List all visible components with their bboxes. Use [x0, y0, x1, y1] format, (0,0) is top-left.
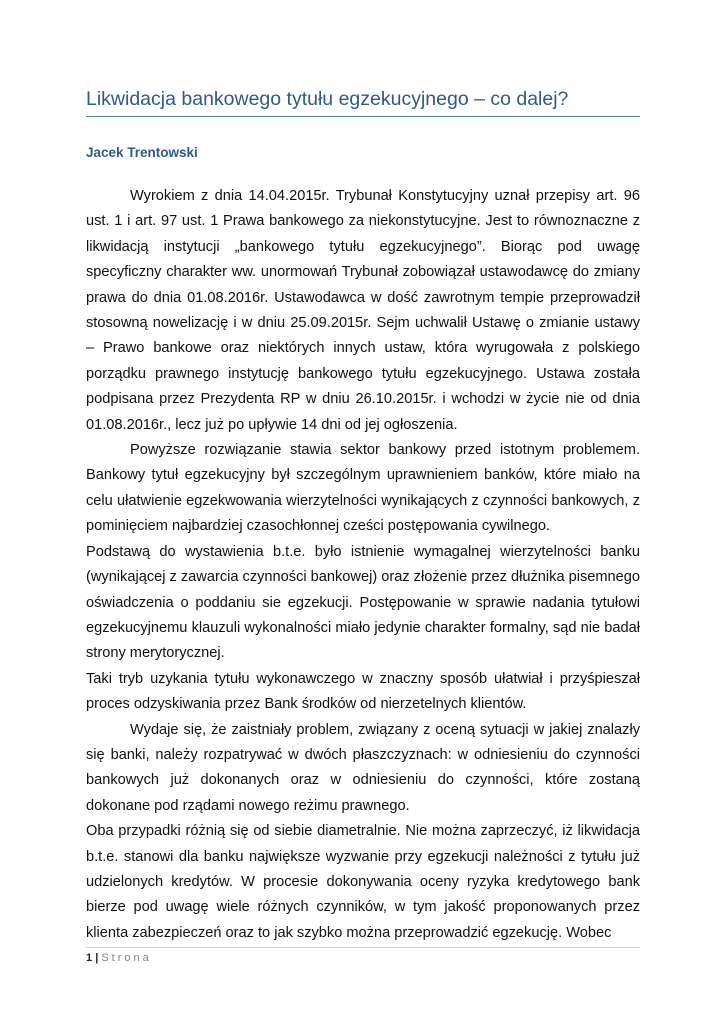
- footer-divider: [86, 947, 640, 948]
- page-label: Strona: [101, 952, 152, 964]
- document-body: [86, 184, 640, 946]
- page-number: 1: [86, 952, 93, 964]
- paragraph: Powyższe rozwiązanie stawia sektor bankowy przed istotnym problemem. Bankowy tytuł egzekucyjny był szczególnym uprawnieniem banków, które miało na celu ułatwienie egzekwowania wierzytelności wynikających z czynności bankowych, z pominięciem najbardziej czasochłonnej cześci postępowania cywilnego.: [86, 442, 640, 535]
- paragraph: Wydaje się, że zaistniały problem, związany z oceną sytuacji w jakiej znalazły się banki, należy rozpatrywać w dwóch płaszczyznach: w odniesieniu do czynności bankowych już dokonanych oraz w odniesieniu do czynności, które zostaną dokonane pod rządami nowego reżimu prawnego.: [86, 721, 640, 814]
- footer-separator: |: [95, 952, 99, 964]
- paragraph: Wyrokiem z dnia 14.04.2015r. Trybunał Konstytucyjny uznał przepisy art. 96 ust. 1 i art. 97 ust. 1 Prawa bankowego za niekonstytucyjne. Jest to równoznaczne z likwidacją instytucji „bankowego tytułu egzekucyjnego”. Biorąc pod uwagę specyficzny charakter ww. unormowań Trybunał zobowiązał ustawodawcę do zmiany prawa do dnia 01.08.2016r. Ustawodawca w dość zawrotnym tempie przeprowadził stosowną nowelizację i w dniu 25.09.2015r. Sejm uchwalił Ustawę o zmianie ustawy – Prawo bankowe oraz niektórych innych ustaw, która wyrugowała z polskiego porządku prawnego instytucję bankowego tytułu egzekucyjnego. Ustawa została podpisana przez Prezydenta RP w dniu 26.10.2015r. i wchodzi w życie nie od dnia 01.08.2016r., lecz już po upływie 14 dni od jej ogłoszenia.: [86, 188, 640, 433]
- paragraph: Podstawą do wystawienia b.t.e. było istnienie wymagalnej wierzytelności banku (wynikającej z zawarcia czynności bankowej) oraz złożenie przez dłużnika pisemnego oświadczenia o poddaniu sie egzekucji. Postępowanie w sprawie nadania tytułowi egzekucyjnemu klauzuli wykonalności miało jedynie charakter formalny, sąd nie badał strony merytorycznej.: [86, 543, 641, 662]
- document-title: Likwidacja bankowego tytułu egzekucyjnego – co dalej?: [86, 88, 640, 117]
- paragraph: Taki tryb uzykania tytułu wykonawczego w znaczny sposób ułatwiał i przyśpieszał proces odzyskiwania przez Bank środków od nierzetelnych klientów.: [86, 670, 640, 713]
- paragraph: Oba przypadki różnią się od siebie diametralnie. Nie można zaprzeczyć, iż likwidacja b.t.e. stanowi dla banku największe wyzwanie przy egzekucji należności z tytułu już udzielonych kredytów. W procesie dokonywania oceny ryzyka kredytowego bank bierze pod uwagę wiele różnych czynników, w tym jakość proponowanych przez klienta zabezpieczeń oraz to jak szybko można przeprowadzić egzekucję. Wobec: [86, 823, 640, 941]
- page-footer: [86, 952, 152, 964]
- author-name: Jacek Trentowski: [86, 145, 198, 160]
